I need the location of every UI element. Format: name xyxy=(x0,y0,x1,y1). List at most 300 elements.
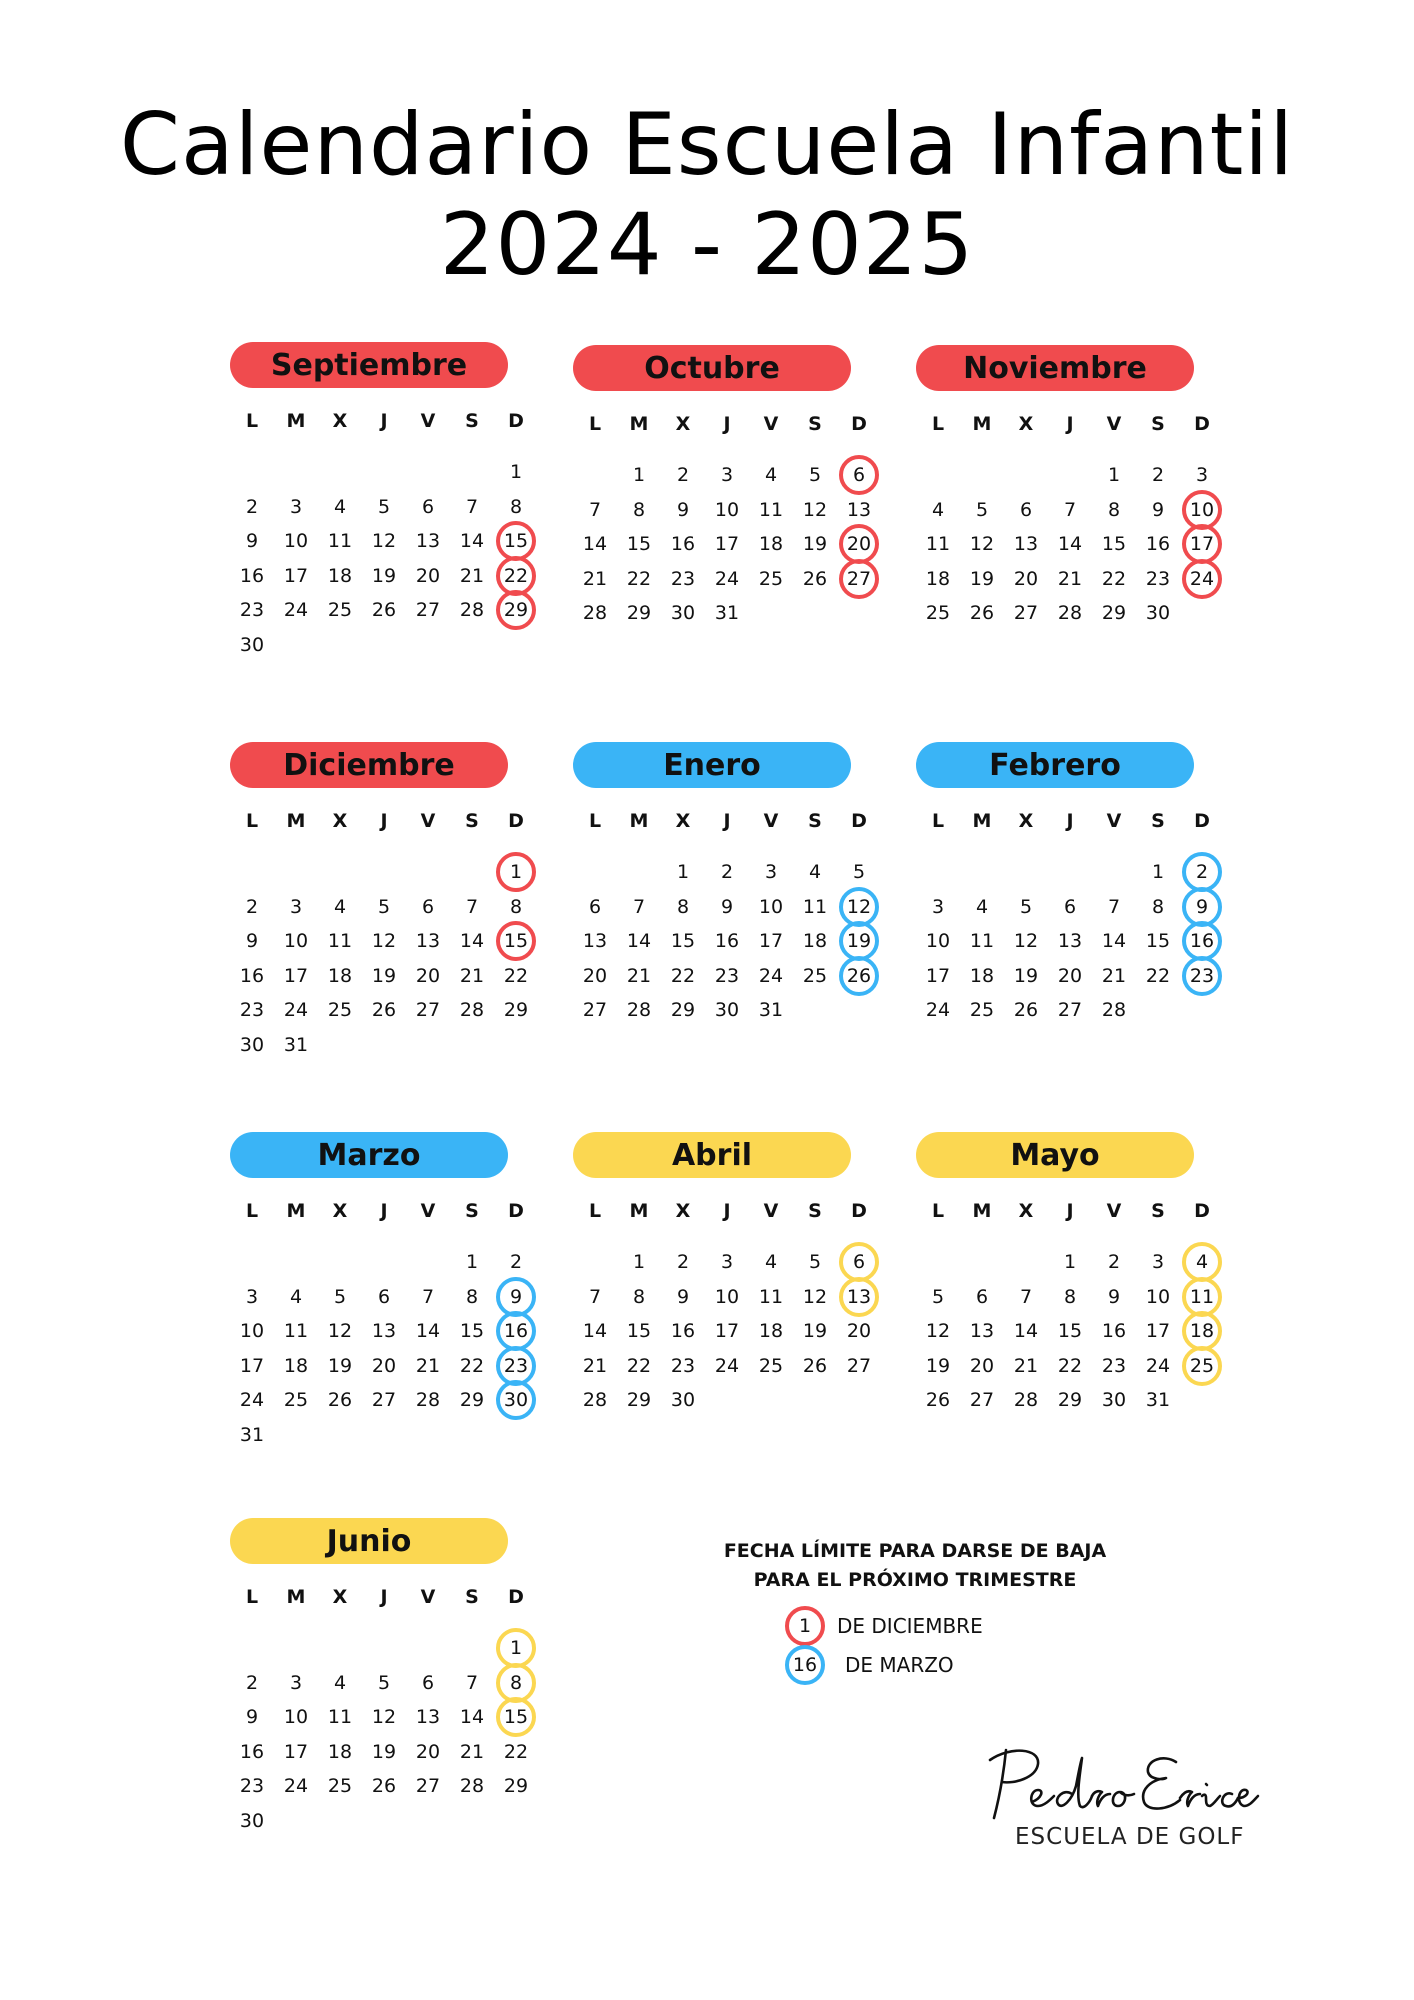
day-cell: 30 xyxy=(1145,602,1171,624)
day-cell: 31 xyxy=(714,602,740,624)
day-cell: 29 xyxy=(670,999,696,1021)
day-cell: 28 xyxy=(459,999,485,1021)
weekday-label: X xyxy=(1018,810,1034,832)
day-cell: 28 xyxy=(1057,602,1083,624)
day-cell: 24 xyxy=(714,1354,740,1377)
day-cell: 15 xyxy=(1057,1320,1083,1342)
month-header: Abril xyxy=(573,1132,851,1178)
weekday-label: V xyxy=(420,410,436,432)
day-cell: 6 xyxy=(1019,498,1033,521)
day-cell: 7 xyxy=(588,1285,602,1308)
day-cell: 29 xyxy=(503,1775,529,1797)
weekday-label: X xyxy=(675,810,691,832)
month-header: Septiembre xyxy=(230,342,508,388)
day-cell: 14 xyxy=(626,930,652,952)
day-cell: 3 xyxy=(1151,1251,1165,1273)
day-cell: 20 xyxy=(371,1354,397,1377)
day-cell-highlighted: 20 xyxy=(839,524,879,564)
legend-label: DE DICIEMBRE xyxy=(837,1614,983,1638)
day-cell: 20 xyxy=(969,1354,995,1377)
weekday-label: D xyxy=(851,413,867,435)
day-cell: 20 xyxy=(415,564,441,587)
day-cell: 21 xyxy=(459,1740,485,1763)
month-header: Octubre xyxy=(573,345,851,391)
day-cell: 30 xyxy=(239,1809,265,1832)
day-cell: 21 xyxy=(415,1354,441,1377)
month-diciembre xyxy=(222,742,529,1072)
day-cell: 2 xyxy=(676,1251,690,1273)
weekday-label: J xyxy=(380,810,388,832)
day-cell: 12 xyxy=(371,930,397,952)
weekday-label: V xyxy=(1106,1200,1122,1222)
day-cell: 1 xyxy=(632,464,646,486)
day-cell: 23 xyxy=(1145,567,1171,590)
legend-marker-red: 1 xyxy=(785,1606,825,1646)
page-title xyxy=(0,95,1414,295)
day-cell: 8 xyxy=(509,895,523,918)
day-cell: 19 xyxy=(371,964,397,987)
weekday-header-row xyxy=(222,810,530,836)
day-cell: 1 xyxy=(676,861,690,883)
day-cell: 17 xyxy=(1145,1320,1171,1342)
day-cell: 29 xyxy=(1057,1389,1083,1411)
day-cell: 6 xyxy=(421,895,435,918)
weekday-header-row xyxy=(908,810,1216,836)
weekday-label: M xyxy=(286,410,306,432)
day-cell: 10 xyxy=(714,498,740,521)
month-enero xyxy=(565,742,872,1072)
weekday-label: J xyxy=(1066,1200,1074,1222)
day-cell: 28 xyxy=(459,1775,485,1797)
day-cell: 1 xyxy=(509,461,523,483)
day-cell: 29 xyxy=(626,602,652,624)
day-cell: 30 xyxy=(239,1033,265,1056)
weekday-label: L xyxy=(588,413,602,435)
weekday-label: M xyxy=(286,810,306,832)
day-cell: 12 xyxy=(802,498,828,521)
day-cell: 13 xyxy=(1013,533,1039,555)
day-cell: 24 xyxy=(714,567,740,590)
day-cell: 7 xyxy=(632,895,646,918)
day-cell: 8 xyxy=(676,895,690,918)
legend-marker-blue: 16 xyxy=(785,1645,825,1685)
day-cell-highlighted: 30 xyxy=(496,1380,536,1420)
day-cell: 28 xyxy=(626,999,652,1021)
weekday-header-row xyxy=(565,413,873,439)
day-cell: 9 xyxy=(676,498,690,521)
month-junio xyxy=(222,1518,529,1848)
day-cell: 4 xyxy=(333,1671,347,1694)
day-cell-highlighted: 24 xyxy=(1182,559,1222,599)
day-cell: 25 xyxy=(969,999,995,1021)
day-cell: 10 xyxy=(714,1285,740,1308)
legend-title-line-2: PARA EL PRÓXIMO TRIMESTRE xyxy=(753,1569,1077,1591)
day-cell: 19 xyxy=(1013,964,1039,987)
weekday-label: V xyxy=(1106,810,1122,832)
day-cell-highlighted: 1 xyxy=(496,852,536,892)
day-cell: 14 xyxy=(1101,930,1127,952)
day-cell: 2 xyxy=(245,1671,259,1694)
day-cell-highlighted: 23 xyxy=(496,1346,536,1386)
day-cell: 15 xyxy=(626,533,652,555)
day-cell: 17 xyxy=(714,1320,740,1342)
day-cell: 26 xyxy=(969,602,995,624)
day-cell: 28 xyxy=(1101,999,1127,1021)
day-cell: 26 xyxy=(371,599,397,621)
weekday-header-row xyxy=(222,1200,530,1226)
day-cell: 24 xyxy=(1145,1354,1171,1377)
day-cell: 3 xyxy=(720,464,734,486)
day-cell: 18 xyxy=(283,1354,309,1377)
weekday-label: L xyxy=(931,810,945,832)
weekday-label: V xyxy=(420,810,436,832)
day-cell: 8 xyxy=(1151,895,1165,918)
day-cell: 5 xyxy=(377,495,391,518)
day-cell-highlighted: 11 xyxy=(1182,1277,1222,1317)
day-cell: 16 xyxy=(239,564,265,587)
day-cell: 10 xyxy=(283,530,309,552)
day-cell: 14 xyxy=(459,530,485,552)
weekday-label: M xyxy=(972,1200,992,1222)
day-cell-highlighted: 9 xyxy=(496,1277,536,1317)
day-cell: 23 xyxy=(1101,1354,1127,1377)
day-cell: 5 xyxy=(808,1251,822,1273)
day-cell-highlighted: 29 xyxy=(496,590,536,630)
legend-label: DE MARZO xyxy=(845,1653,954,1677)
weekday-label: M xyxy=(629,413,649,435)
day-cell: 22 xyxy=(503,1740,529,1763)
day-cell: 18 xyxy=(802,930,828,952)
day-cell: 21 xyxy=(1101,964,1127,987)
day-cell: 11 xyxy=(327,930,353,952)
weekday-label: X xyxy=(332,1200,348,1222)
day-cell-highlighted: 12 xyxy=(839,887,879,927)
weekday-label: V xyxy=(1106,413,1122,435)
day-cell: 23 xyxy=(670,567,696,590)
weekday-label: J xyxy=(380,410,388,432)
day-cell: 22 xyxy=(1145,964,1171,987)
day-cell: 7 xyxy=(1019,1285,1033,1308)
day-cell: 16 xyxy=(1101,1320,1127,1342)
day-cell-highlighted: 26 xyxy=(839,956,879,996)
weekday-label: X xyxy=(332,810,348,832)
day-cell: 2 xyxy=(1107,1251,1121,1273)
weekday-label: S xyxy=(808,810,822,832)
day-cell-highlighted: 23 xyxy=(1182,956,1222,996)
day-cell-highlighted: 15 xyxy=(496,521,536,561)
day-cell: 10 xyxy=(283,1706,309,1728)
day-cell: 28 xyxy=(1013,1389,1039,1411)
day-cell-highlighted: 6 xyxy=(839,455,879,495)
day-cell: 10 xyxy=(283,930,309,952)
day-cell-highlighted: 18 xyxy=(1182,1311,1222,1351)
weekday-label: V xyxy=(763,810,779,832)
day-cell: 25 xyxy=(327,599,353,621)
day-cell: 26 xyxy=(371,999,397,1021)
day-cell: 4 xyxy=(289,1285,303,1308)
day-cell: 7 xyxy=(1063,498,1077,521)
day-cell: 19 xyxy=(327,1354,353,1377)
day-cell: 8 xyxy=(465,1285,479,1308)
month-septiembre xyxy=(222,342,529,672)
day-cell: 14 xyxy=(1013,1320,1039,1342)
day-cell: 19 xyxy=(925,1354,951,1377)
day-cell: 9 xyxy=(245,530,259,552)
day-cell: 11 xyxy=(925,533,951,555)
day-cell: 12 xyxy=(1013,930,1039,952)
day-cell: 8 xyxy=(1107,498,1121,521)
day-cell: 25 xyxy=(758,567,784,590)
day-cell: 1 xyxy=(1151,861,1165,883)
day-cell: 1 xyxy=(1107,464,1121,486)
day-cell: 17 xyxy=(925,964,951,987)
weekday-label: L xyxy=(245,410,259,432)
weekday-label: M xyxy=(972,810,992,832)
day-cell: 2 xyxy=(1151,464,1165,486)
day-cell: 10 xyxy=(925,930,951,952)
logo-subtitle: ESCUELA DE GOLF xyxy=(1015,1824,1245,1850)
day-cell: 26 xyxy=(802,1354,828,1377)
day-cell-highlighted: 13 xyxy=(839,1277,879,1317)
weekday-header-row xyxy=(908,1200,1216,1226)
day-cell: 2 xyxy=(245,895,259,918)
signature-logo xyxy=(980,1740,1260,1830)
day-cell: 4 xyxy=(333,495,347,518)
day-cell: 28 xyxy=(582,602,608,624)
weekday-label: J xyxy=(723,1200,731,1222)
day-cell: 31 xyxy=(1145,1389,1171,1411)
day-cell: 12 xyxy=(925,1320,951,1342)
day-cell: 13 xyxy=(415,1706,441,1728)
day-cell-highlighted: 17 xyxy=(1182,524,1222,564)
day-cell: 25 xyxy=(925,602,951,624)
school-logo xyxy=(980,1740,1260,1860)
weekday-label: L xyxy=(931,413,945,435)
day-cell: 14 xyxy=(459,1706,485,1728)
day-cell: 11 xyxy=(802,895,828,918)
weekday-label: V xyxy=(420,1200,436,1222)
weekday-label: S xyxy=(465,1200,479,1222)
weekday-label: V xyxy=(763,413,779,435)
day-cell: 20 xyxy=(1057,964,1083,987)
month-header: Marzo xyxy=(230,1132,508,1178)
day-cell: 9 xyxy=(720,895,734,918)
day-cell: 20 xyxy=(415,964,441,987)
day-cell: 21 xyxy=(626,964,652,987)
day-cell: 4 xyxy=(764,464,778,486)
day-cell: 11 xyxy=(327,530,353,552)
day-cell: 4 xyxy=(931,498,945,521)
weekday-label: X xyxy=(332,410,348,432)
weekday-label: D xyxy=(1194,413,1210,435)
day-cell: 28 xyxy=(415,1389,441,1411)
weekday-label: D xyxy=(1194,1200,1210,1222)
day-cell: 25 xyxy=(758,1354,784,1377)
day-cell: 29 xyxy=(459,1389,485,1411)
weekday-label: J xyxy=(1066,810,1074,832)
weekday-label: L xyxy=(588,810,602,832)
day-cell: 15 xyxy=(1145,930,1171,952)
month-header: Diciembre xyxy=(230,742,508,788)
day-cell: 6 xyxy=(588,895,602,918)
day-cell: 28 xyxy=(459,599,485,621)
day-cell: 31 xyxy=(239,1423,265,1446)
day-cell: 22 xyxy=(1057,1354,1083,1377)
weekday-label: X xyxy=(332,1586,348,1608)
day-cell: 22 xyxy=(503,964,529,987)
weekday-label: M xyxy=(286,1586,306,1608)
day-cell: 3 xyxy=(720,1251,734,1273)
day-cell-highlighted: 6 xyxy=(839,1242,879,1282)
day-cell: 14 xyxy=(582,533,608,555)
day-cell: 27 xyxy=(415,599,441,621)
weekday-label: J xyxy=(380,1586,388,1608)
day-cell-highlighted: 10 xyxy=(1182,490,1222,530)
weekday-label: V xyxy=(763,1200,779,1222)
weekday-label: S xyxy=(1151,413,1165,435)
day-cell: 3 xyxy=(1195,464,1209,486)
day-cell: 16 xyxy=(670,1320,696,1342)
day-cell: 31 xyxy=(758,999,784,1021)
day-cell: 16 xyxy=(714,930,740,952)
day-cell: 30 xyxy=(670,602,696,624)
day-cell: 2 xyxy=(720,861,734,883)
day-cell: 22 xyxy=(626,567,652,590)
day-cell: 13 xyxy=(415,930,441,952)
day-cell: 4 xyxy=(808,861,822,883)
day-cell: 14 xyxy=(415,1320,441,1342)
day-cell: 24 xyxy=(283,999,309,1021)
day-cell: 17 xyxy=(283,1740,309,1763)
day-cell: 29 xyxy=(626,1389,652,1411)
weekday-label: S xyxy=(1151,1200,1165,1222)
day-cell-highlighted: 8 xyxy=(496,1663,536,1703)
weekday-label: L xyxy=(931,1200,945,1222)
day-cell: 15 xyxy=(626,1320,652,1342)
day-cell: 5 xyxy=(852,861,866,883)
day-cell: 30 xyxy=(670,1389,696,1411)
day-cell: 23 xyxy=(239,1775,265,1797)
day-cell: 24 xyxy=(283,599,309,621)
weekday-label: S xyxy=(465,410,479,432)
day-cell: 8 xyxy=(1063,1285,1077,1308)
day-cell: 19 xyxy=(371,564,397,587)
day-cell: 21 xyxy=(459,964,485,987)
day-cell-highlighted: 2 xyxy=(1182,852,1222,892)
weekday-label: X xyxy=(1018,1200,1034,1222)
day-cell: 19 xyxy=(371,1740,397,1763)
day-cell-highlighted: 22 xyxy=(496,556,536,596)
day-cell: 23 xyxy=(670,1354,696,1377)
weekday-label: S xyxy=(808,413,822,435)
day-cell: 2 xyxy=(245,495,259,518)
day-cell: 1 xyxy=(632,1251,646,1273)
day-cell: 11 xyxy=(758,1285,784,1308)
day-cell: 17 xyxy=(239,1354,265,1377)
day-cell: 29 xyxy=(503,999,529,1021)
day-cell: 6 xyxy=(421,495,435,518)
day-cell: 23 xyxy=(239,599,265,621)
day-cell: 12 xyxy=(802,1285,828,1308)
weekday-label: D xyxy=(851,1200,867,1222)
day-cell: 2 xyxy=(509,1251,523,1273)
day-cell: 13 xyxy=(582,930,608,952)
day-cell: 12 xyxy=(371,1706,397,1728)
day-cell: 26 xyxy=(327,1389,353,1411)
day-cell-highlighted: 15 xyxy=(496,1697,536,1737)
month-header: Enero xyxy=(573,742,851,788)
day-cell: 15 xyxy=(459,1320,485,1342)
month-mayo xyxy=(908,1132,1215,1462)
day-cell: 19 xyxy=(969,567,995,590)
weekday-label: D xyxy=(1194,810,1210,832)
day-cell-highlighted: 1 xyxy=(496,1628,536,1668)
day-cell: 20 xyxy=(415,1740,441,1763)
day-cell: 23 xyxy=(714,964,740,987)
day-cell: 1 xyxy=(465,1251,479,1273)
day-cell: 25 xyxy=(327,999,353,1021)
day-cell: 23 xyxy=(239,999,265,1021)
weekday-label: J xyxy=(380,1200,388,1222)
day-cell: 12 xyxy=(969,533,995,555)
day-cell: 19 xyxy=(802,533,828,555)
day-cell: 17 xyxy=(283,564,309,587)
day-cell: 10 xyxy=(1145,1285,1171,1308)
day-cell: 20 xyxy=(582,964,608,987)
day-cell-highlighted: 16 xyxy=(496,1311,536,1351)
day-cell: 18 xyxy=(327,964,353,987)
day-cell-highlighted: 19 xyxy=(839,921,879,961)
day-cell-highlighted: 25 xyxy=(1182,1346,1222,1386)
weekday-label: S xyxy=(465,810,479,832)
day-cell: 14 xyxy=(459,930,485,952)
day-cell: 29 xyxy=(1101,602,1127,624)
day-cell: 11 xyxy=(758,498,784,521)
day-cell: 5 xyxy=(333,1285,347,1308)
day-cell: 3 xyxy=(245,1285,259,1308)
day-cell: 19 xyxy=(802,1320,828,1342)
day-cell: 25 xyxy=(327,1775,353,1797)
day-cell: 8 xyxy=(632,1285,646,1308)
weekday-label: M xyxy=(629,1200,649,1222)
day-cell: 11 xyxy=(283,1320,309,1342)
day-cell: 16 xyxy=(670,533,696,555)
month-header: Noviembre xyxy=(916,345,1194,391)
day-cell: 3 xyxy=(289,1671,303,1694)
day-cell: 13 xyxy=(371,1320,397,1342)
day-cell: 5 xyxy=(377,1671,391,1694)
weekday-label: X xyxy=(675,413,691,435)
weekday-label: S xyxy=(808,1200,822,1222)
weekday-label: S xyxy=(1151,810,1165,832)
month-header: Mayo xyxy=(916,1132,1194,1178)
month-abril xyxy=(565,1132,872,1462)
weekday-header-row xyxy=(565,1200,873,1226)
day-cell: 26 xyxy=(371,1775,397,1797)
day-cell: 6 xyxy=(975,1285,989,1308)
day-cell: 4 xyxy=(333,895,347,918)
weekday-label: L xyxy=(245,1200,259,1222)
day-cell: 14 xyxy=(582,1320,608,1342)
day-cell: 16 xyxy=(239,1740,265,1763)
weekday-label: J xyxy=(1066,413,1074,435)
day-cell: 22 xyxy=(1101,567,1127,590)
day-cell: 26 xyxy=(802,567,828,590)
weekday-label: D xyxy=(508,810,524,832)
weekday-label: X xyxy=(1018,413,1034,435)
day-cell: 24 xyxy=(925,999,951,1021)
month-octubre xyxy=(565,345,872,675)
